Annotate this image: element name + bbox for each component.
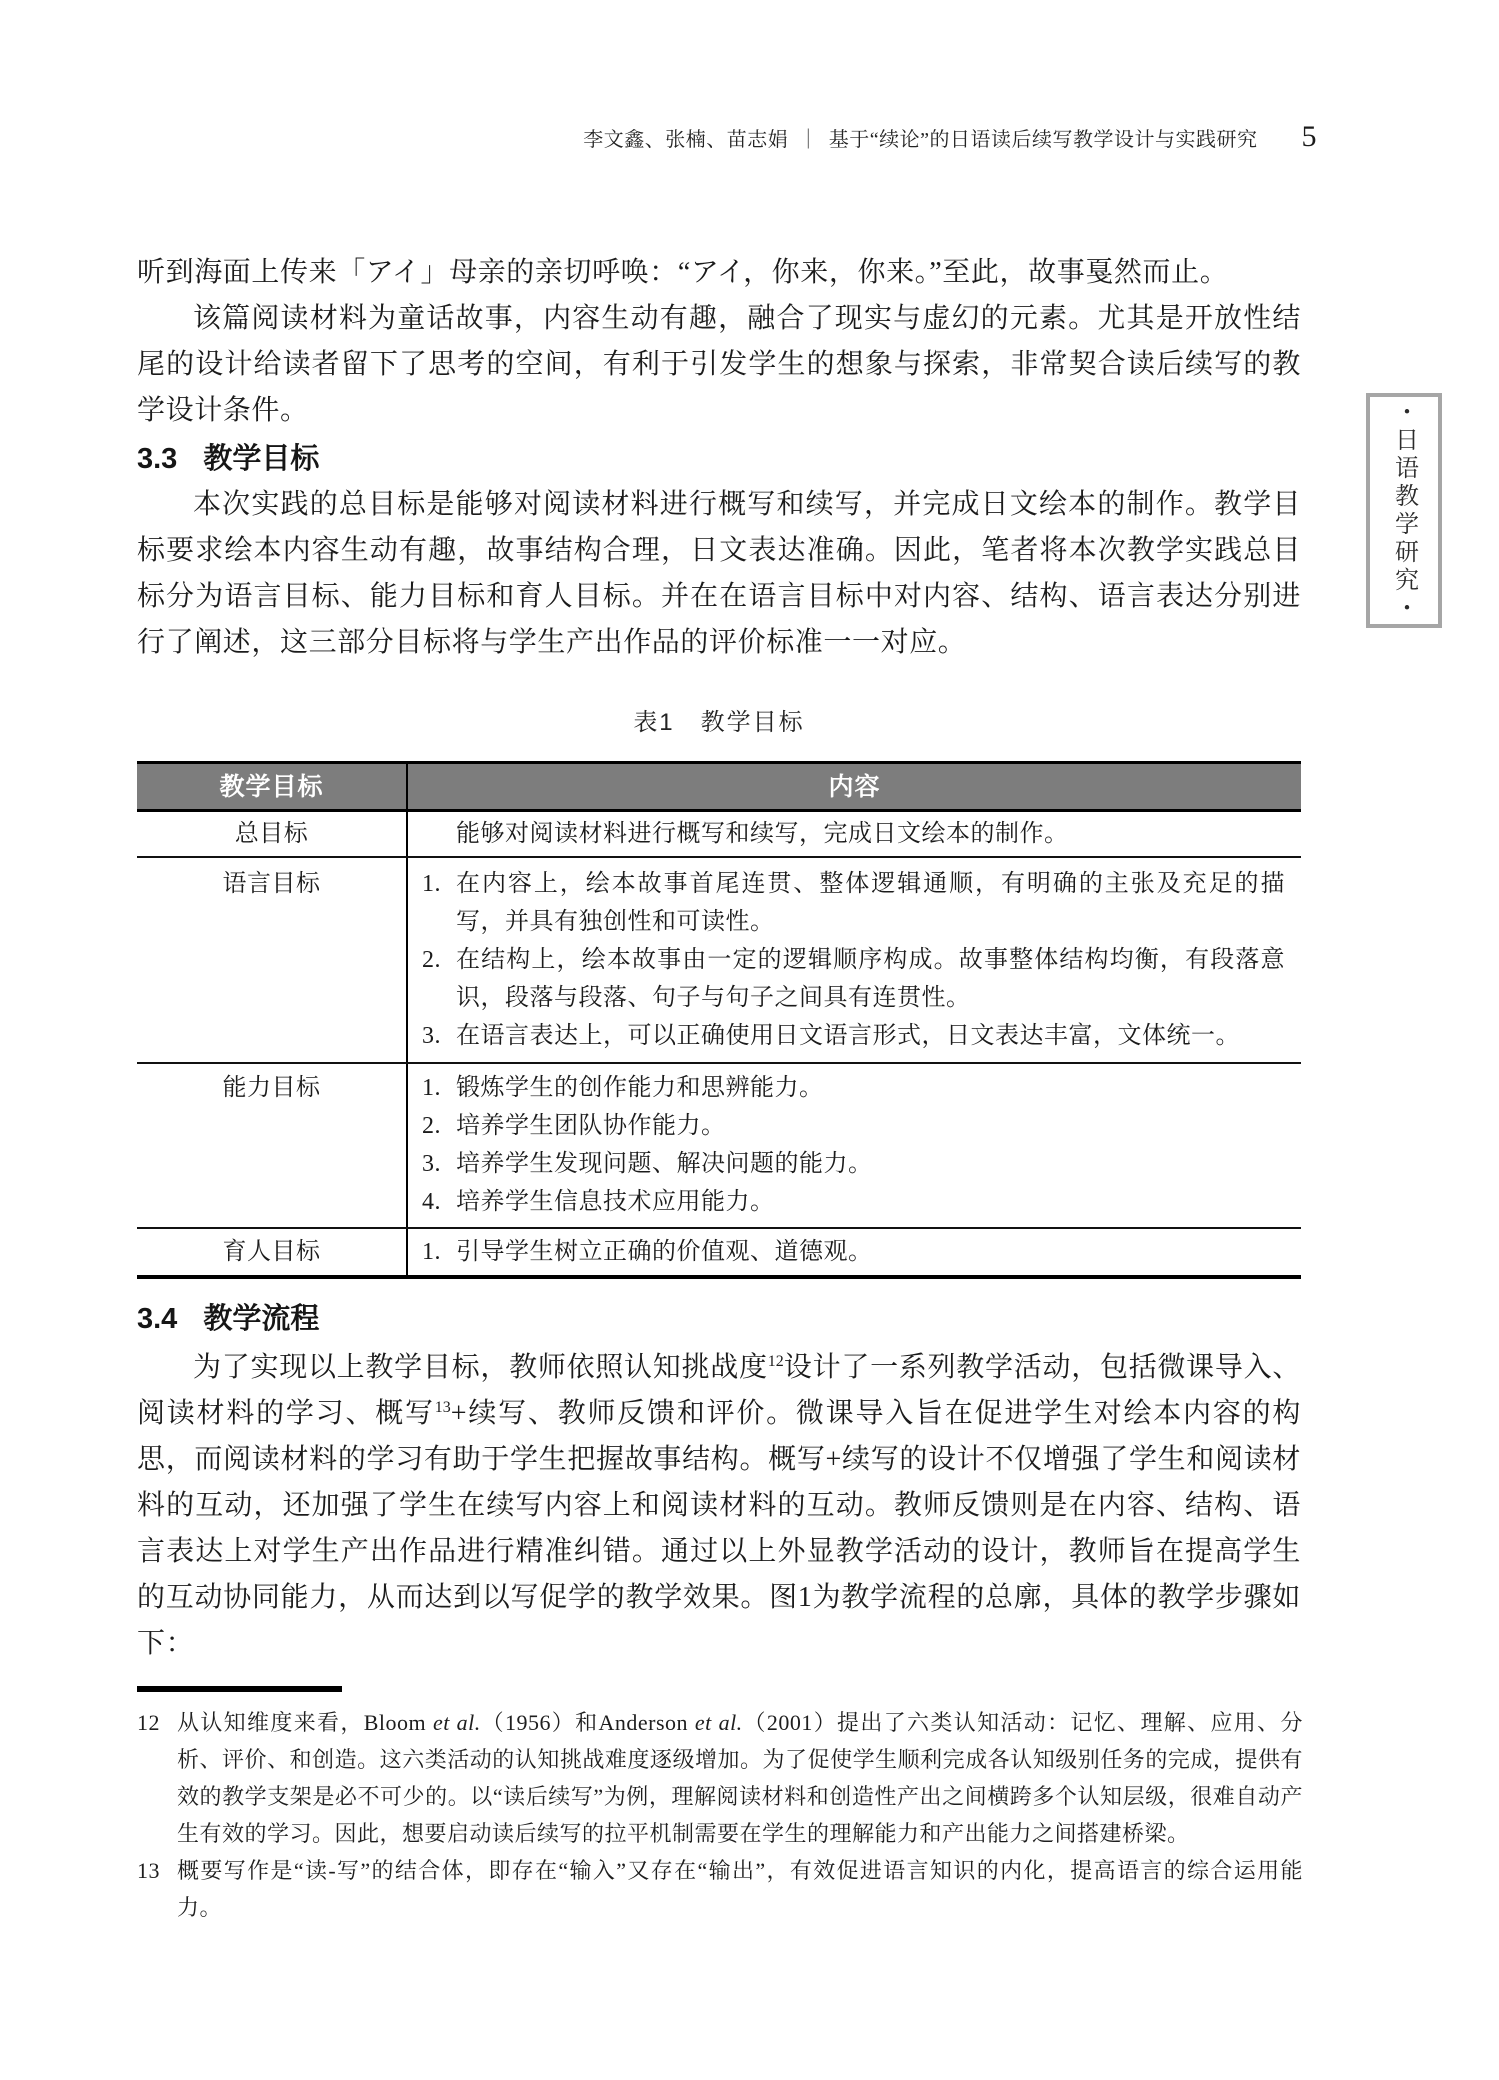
list-item: 2. 在结构上，绘本故事由一定的逻辑顺序构成。故事整体结构均衡，有段落意识，段落与段落、句子与句子之间具有连贯性。 xyxy=(422,947,1285,1011)
row-label: 育人目标 xyxy=(137,1229,408,1275)
footnote-ref-12: 12 xyxy=(767,1353,784,1370)
paragraph-material-description: 该篇阅读材料为童话故事，内容生动有趣，融合了现实与虚幻的元素。尤其是开放性结尾的设计给读者留下了思考的空间，有利于引发学生的想象与探索，非常契合读后续写的教学设计条件。 xyxy=(137,303,1301,426)
section-title: 教学流程 xyxy=(203,1303,320,1335)
footnote-text: 概要写作是“读-写”的结合体，即存在“输入”又存在“输出”，有效促进语言知识的内化，提高语言的综合运用能力。 xyxy=(177,1858,1303,1920)
row-label: 能力目标 xyxy=(137,1064,408,1227)
table-row-moral-goal xyxy=(137,1227,1301,1275)
table-header-objective: 教学目标 xyxy=(137,764,408,809)
header-separator: ｜ xyxy=(798,129,819,151)
footnote-number: 12 xyxy=(137,1710,160,1735)
footnote-ref-13: 13 xyxy=(434,1399,451,1416)
section-heading-3-3 xyxy=(137,439,1301,479)
table-row-language-goal xyxy=(137,856,1301,1062)
article-body xyxy=(137,250,1301,1667)
table-header-row xyxy=(137,764,1301,812)
list-item: 1. 锻炼学生的创作能力和思辨能力。 xyxy=(422,1075,824,1101)
paragraph-story-ending: 听到海面上传来「アイ」母亲的亲切呼唤：“アイ，你来，你来。”至此，故事戛然而止。 xyxy=(137,257,1229,288)
list-item: 2. 培养学生团队协作能力。 xyxy=(422,1113,726,1139)
footnote-separator-rule xyxy=(137,1686,342,1692)
running-head xyxy=(137,120,1317,154)
table-caption: 表1 教学目标 xyxy=(633,709,805,736)
journal-side-label-text: ・日语教学研究・ xyxy=(1390,398,1417,623)
list-item: 1. 在内容上，绘本故事首尾连贯、整体逻辑通顺，有明确的主张及充足的描写，并具有独创性和可读性。 xyxy=(422,871,1285,935)
table-row-ability-goal xyxy=(137,1062,1301,1227)
footnote-text: 从认知维度来看，Bloom et al.（1956）和Anderson et al.（2001）提出了六类认知活动：记忆、理解、应用、分析、评价、和创造。这六类活动的认知挑战难度逐级增加。为了促使学生顺利完成各认知级别任务的完成，提供有效的教学支架是必不可少的。以“读后续写”为例，理解阅读材料和创造性产出之间横跨多个认知层级，很难自动产生有效的学习。因此，想要启动读后续写的拉平机制需要在学生的理解能力和产出能力之间搭建桥梁。 xyxy=(177,1710,1303,1846)
footnote-12 xyxy=(137,1704,1303,1852)
section-heading-3-4 xyxy=(137,1299,1301,1339)
row-content xyxy=(408,1064,1301,1227)
list-item: 3. 培养学生发现问题、解决问题的能力。 xyxy=(422,1151,873,1177)
list-item: 3. 在语言表达上，可以正确使用日文语言形式，日文表达丰富，文体统一。 xyxy=(422,1023,1240,1049)
list-item: 1. 引导学生树立正确的价值观、道德观。 xyxy=(422,1239,873,1265)
row-label: 语言目标 xyxy=(137,858,408,1062)
section-title: 教学目标 xyxy=(203,443,320,475)
teaching-objectives-table xyxy=(137,761,1301,1279)
footnotes xyxy=(137,1686,1303,1926)
footnote-13 xyxy=(137,1852,1303,1926)
footnote-number: 13 xyxy=(137,1858,160,1883)
list-item: 4. 培养学生信息技术应用能力。 xyxy=(422,1189,775,1215)
row-content xyxy=(408,1229,1301,1275)
journal-side-label xyxy=(1366,393,1442,628)
table-header-content: 内容 xyxy=(828,772,881,801)
section-number: 3.3 xyxy=(137,443,178,475)
section-number: 3.4 xyxy=(137,1303,178,1335)
row-label: 总目标 xyxy=(137,812,408,856)
header-article-title: 基于“续论”的日语读后续写教学设计与实践研究 xyxy=(828,129,1258,151)
row-content: 能够对阅读材料进行概写和续写，完成日文绘本的制作。 xyxy=(456,821,1069,847)
page-number: 5 xyxy=(1301,120,1317,153)
row-content xyxy=(408,858,1301,1062)
paragraph-teaching-process: 为了实现以上教学目标，教师依照认知挑战度$^{12}$设计了一系列教学活动，包括微课导入、阅读材料的学习、概写$^{13}$+续写、教师反馈和评价。微课导入旨在促进学生对绘本内容的构思，而阅读材料的学习有助于学生把握故事结构。概写+续写的设计不仅增强了学生和阅读材料的互动，还加强了学生在续写内容上和阅读材料的互动。教师反馈则是在内容、结构、语言表达上对学生产出作品进行精准纠错。通过以上外显教学活动的设计，教师旨在提高学生的互动协同能力，从而达到以写促学的教学效果。图1为教学流程的总廓，具体的教学步骤如下： xyxy=(137,1352,1301,1659)
paragraph-teaching-goals: 本次实践的总目标是能够对阅读材料进行概写和续写，并完成日文绘本的制作。教学目标要求绘本内容生动有趣，故事结构合理，日文表达准确。因此，笔者将本次教学实践总目标分为语言目标、能力目标和育人目标。并在在语言目标中对内容、结构、语言表达分别进行了阐述，这三部分目标将与学生产出作品的评价标准一一对应。 xyxy=(137,489,1301,658)
header-authors: 李文鑫、张楠、苗志娟 xyxy=(583,129,789,151)
table-row-total-goal xyxy=(137,812,1301,856)
